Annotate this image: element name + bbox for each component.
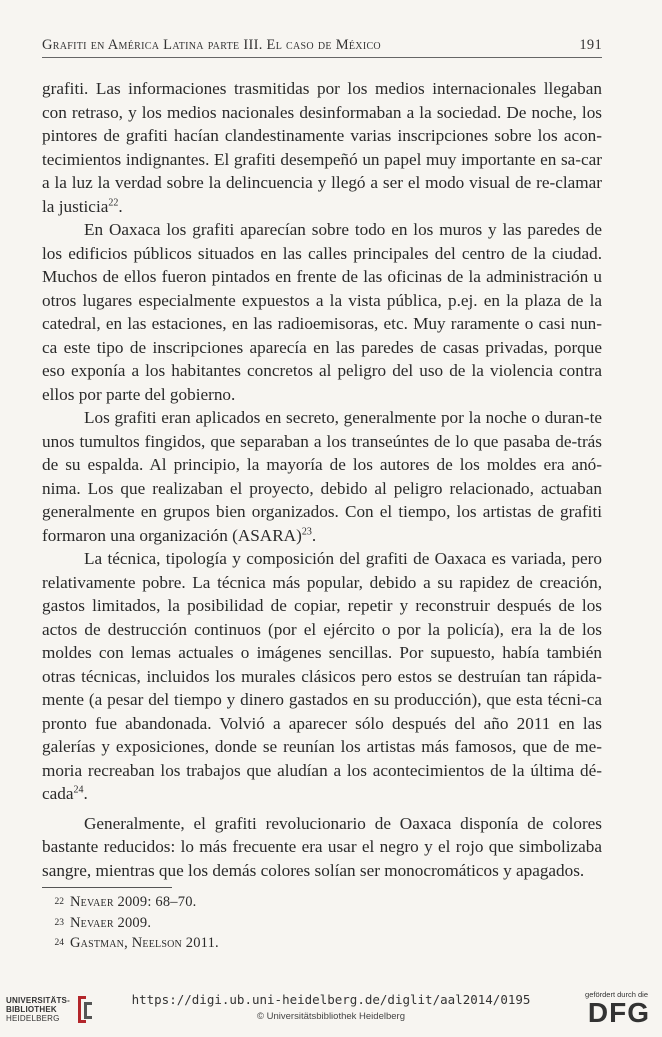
footnote-text: Nevaer 2009: 68–70. xyxy=(70,894,197,910)
footnote-number: 22 xyxy=(54,897,64,907)
footnote xyxy=(42,933,602,954)
body-text xyxy=(42,77,602,882)
footnote-ref[interactable]: 22 xyxy=(108,196,119,208)
funding-label: gefördert durch die xyxy=(585,990,648,999)
paragraph-text: En Oaxaca los grafiti aparecían sobre todo en los muros y las paredes de los edificios públicos situados en las calles principales del centro de la ciudad. Muchos de ellos fueron pintados en frente de las oficinas de la administración u otros lugares especialmente expuestos a la vista pública, p.ej. en la plaza de la catedral, en las estaciones, en las radioemisoras, etc. Muy raramente o casi nun-ca este tipo de inscripciones aparecía en las paredes de casas privadas, porque eso exponía a los habitantes concretos al peligro del uso de la violencia contra ellos por parte del gobierno. xyxy=(42,220,602,404)
footnote-ref[interactable]: 24 xyxy=(73,784,84,796)
digitization-footer xyxy=(0,990,662,1037)
funder-name: DFG xyxy=(587,997,650,1028)
paragraph-text: Generalmente, el grafiti revolucionario de Oaxaca disponía de colores bastante reducidos: lo más frecuente era usar el negro y el rojo que simbolizaba sangre, mientras que los demás colores solían ser monocromáticos y apagados. xyxy=(42,813,602,880)
footnotes xyxy=(42,892,602,954)
dfg-logo[interactable] xyxy=(585,990,650,1027)
footnote-number: 23 xyxy=(54,917,64,928)
library-name-line: UNIVERSITÄTS- xyxy=(6,995,70,1005)
library-name-line: HEIDELBERG xyxy=(6,1013,60,1023)
running-head xyxy=(42,37,602,54)
footnote xyxy=(42,892,602,913)
footnote xyxy=(42,913,602,934)
footnote-ref[interactable]: 23 xyxy=(301,525,312,537)
running-title: Grafiti en América Latina parte III. El caso de México xyxy=(42,37,381,53)
footnote-number: 24 xyxy=(54,938,64,948)
paragraph-text: La técnica, tipología y composición del grafiti de Oaxaca es variada, pero relativamente pobre. La técnica más popular, debido a su rapidez de creación, gastos limitados, la posibilidad de copiar, repetir y reconstruir después de los actos de destrucción continuos (por el ejército o por la policía), era la de los moldes con lemas actuales o imágenes sencillas. Por supuesto, había también otras técnicas, incluidos los murales clásicos pero estos se destruían tan rápida-mente (a pesar del tiempo y dinero gastados en su producción), que esta técni-ca pronto fue abandonada. Volvió a aparecer sólo después del año 2011 en las galerías y exposiciones, donde se reunían los artistas más famosos, que de me-moria recreaban los trabajos que aludían a los acontecimientos de la última dé-cada xyxy=(42,549,602,803)
page-number: 191 xyxy=(579,37,602,53)
paragraph-text: grafiti. Las informaciones trasmitidas por los medios internacionales llegaban con retraso, y los medios nacionales desinformaban a la sociedad. De noche, los pintores de grafiti hacían clandestinamente varias inscripciones sobre los acon-tecimientos indignantes. El grafiti desempeñó un papel muy importante en sa-car a la luz la verdad sobre la delincuencia y llegó a ser el modo visual de re-clamar la justicia xyxy=(42,79,602,216)
paragraph: Los grafiti eran aplicados en secreto, generalmente por la noche o duran-te unos tumultos fingidos, que separaban a los transeúntes de lo que pasaba de-trás de su espalda. Al principio, la mayoría de los autores de los moldes era anó-nima. Los que realizaban el proyecto, debido al peligro relacionado, actuaban generalmente en grupos bien organizados. Con el tiempo, los artistas de grafiti formaron una organización (ASARA)$^{23}$. xyxy=(42,408,602,545)
footnote-text: Nevaer 2009. xyxy=(70,914,152,931)
paragraph: grafiti. Las informaciones trasmitidas por los medios internacionales llegaban con retraso, y los medios nacionales desinformaban a la sociedad. De noche, los pintores de grafiti hacían clandestinamente varias inscripciones sobre los acon-tecimientos indignantes. El grafiti desempeñó un papel muy importante en sa-car a la luz la verdad sobre la delincuencia y llegó a ser el modo visual de re-clamar la justicia$^{22}$. xyxy=(42,79,602,216)
copyright-notice: © Universitätsbibliothek Heidelberg xyxy=(257,1011,405,1022)
library-name-line: BIBLIOTHEK xyxy=(6,1004,57,1014)
paragraph xyxy=(42,218,602,406)
permalink[interactable]: https://digi.ub.uni-heidelberg.de/diglit/aal2014/0195 xyxy=(131,992,531,1007)
header-rule xyxy=(42,57,602,58)
footnote-text: Gastman, Neelson 2011. xyxy=(70,935,219,951)
paragraph: La técnica, tipología y composición del grafiti de Oaxaca es variada, pero relativamente pobre. La técnica más popular, debido a su rapidez de creación, gastos limitados, la posibilidad de copiar, repetir y reconstruir después de los actos de destrucción continuos (por el ejército o por la policía), era la de los moldes con lemas actuales o imágenes sencillas. Por supuesto, había también otras técnicas, incluidos los murales clásicos pero estos se destruían tan rápida-mente (a pesar del tiempo y dinero gastados en su producción), que esta técni-ca pronto fue abandonada. Volvió a aparecer sólo después del año 2011 en las galerías y exposiciones, donde se reunían los artistas más famosos, que de me-moria recreaban los trabajos que aludían a los acontecimientos de la última dé-cada$^{24}$. xyxy=(42,549,602,803)
paragraph xyxy=(42,812,602,883)
paragraph-text: Los grafiti eran aplicados en secreto, generalmente por la noche o duran-te unos tumultos fingidos, que separaban a los transeúntes de lo que pasaba de-trás de su espalda. Al principio, la mayoría de los autores de los moldes era anó-nima. Los que realizaban el proyecto, debido al peligro relacionado, actuaban generalmente en grupos bien organizados. Con el tiempo, los artistas de grafiti formaron una organización (ASARA) xyxy=(42,408,602,545)
footnote-rule xyxy=(42,887,172,888)
